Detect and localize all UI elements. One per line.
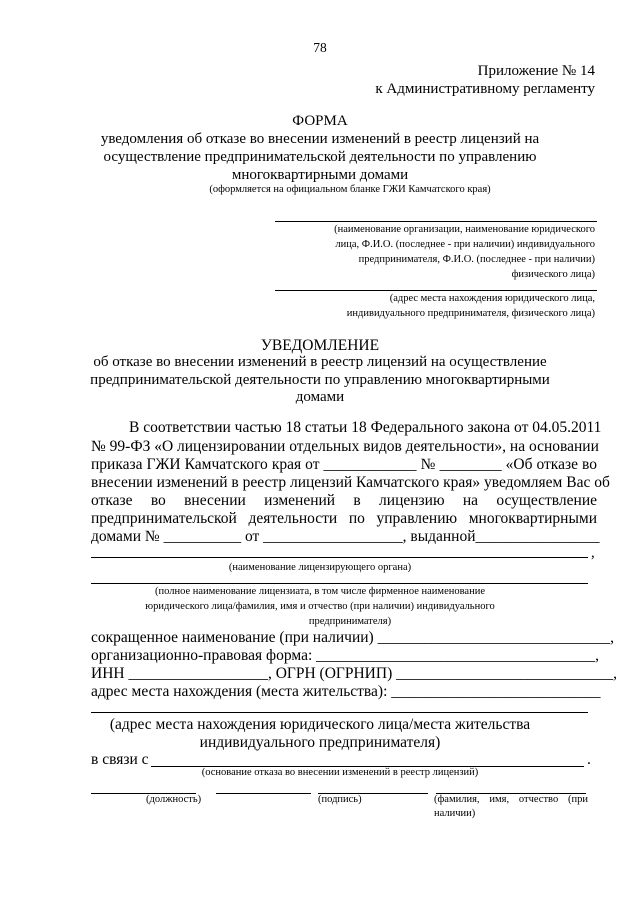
page-number: 78: [313, 40, 327, 55]
body-line: № 99-ФЗ «О лицензировании отдельных видов деятельности», на основании: [91, 438, 599, 455]
appendix-number: Приложение № 14: [477, 63, 595, 79]
licensee-caption-line: предпринимателя): [308, 616, 392, 627]
recipient-caption-line: предпринимателя, Ф.И.О. (последнее - при наличии): [358, 254, 595, 265]
signature-sign-caption: (подпись): [318, 794, 362, 805]
appendix-reference: к Административному регламенту: [375, 81, 595, 97]
address-caption-line: (адрес места нахождения юридического лица/места жительства: [109, 716, 531, 733]
recipient-address-caption: (адрес места нахождения юридического лица,: [389, 293, 595, 304]
recipient-name-line: [275, 221, 597, 222]
signature-position-caption: (должность): [146, 794, 202, 805]
licensee-caption-line: (полное наименование лицензиата, в том числе фирменное наименование: [155, 586, 485, 597]
address-line: [91, 712, 588, 713]
form-subtitle-line: осуществление предпринимательской деятельности по управлению: [103, 149, 537, 165]
recipient-address-line: [275, 290, 597, 291]
signature-fio-caption-line: (фамилия, имя, отчество (при: [434, 794, 588, 805]
line-comma: ,: [591, 545, 595, 561]
notice-subtitle-line: об отказе во внесении изменений в реестр лицензий на осуществление: [93, 354, 547, 370]
address-caption-line: индивидуального предпринимателя): [199, 734, 441, 751]
form-note: (оформляется на официальном бланке ГЖИ Камчатского края): [209, 184, 491, 195]
reason-prefix: в связи с: [91, 751, 149, 768]
recipient-caption-line: (наименование организации, наименование юридического: [334, 224, 595, 235]
inn-ogrn-field: ИНН __________________, ОГРН (ОГРНИП) ____________________________,: [91, 665, 617, 682]
notice-subtitle-line: домами: [295, 389, 345, 405]
form-title: ФОРМА: [292, 113, 348, 129]
notice-title: УВЕДОМЛЕНИЕ: [260, 337, 380, 354]
form-subtitle-line: уведомления об отказе во внесении изменений в реестр лицензий на: [100, 131, 540, 147]
address-field: адрес места нахождения (места жительства): ___________________________: [91, 683, 601, 700]
body-line: домами № __________ от __________________, выданной________________: [91, 528, 600, 545]
body-line: В соответствии частью 18 статьи 18 Федерального закона от 04.05.2011: [129, 419, 602, 436]
recipient-caption-line: лица, Ф.И.О. (последнее - при наличии) индивидуального: [335, 239, 595, 250]
licensing-body-line: [91, 557, 588, 558]
legal-form-field: организационно-правовая форма: ____________________________________,: [91, 647, 600, 664]
notice-subtitle-line: предпринимательской деятельности по управлению многоквартирными: [90, 372, 550, 388]
body-line: предпринимательской деятельности по управлению многоквартирными: [91, 510, 597, 527]
body-line: отказе во внесении изменений в лицензию на осуществление: [91, 492, 597, 509]
licensee-line: [91, 583, 588, 584]
recipient-caption-line: физического лица): [511, 269, 595, 280]
body-line: внесении изменений в реестр лицензий Камчатского края» уведомляем Вас об: [91, 474, 610, 491]
short-name-field: сокращенное наименование (при наличии) ______________________________,: [91, 629, 614, 646]
licensing-body-caption: (наименование лицензирующего органа): [228, 562, 412, 573]
reason-end: .: [587, 751, 591, 768]
reason-caption: (основание отказа во внесении изменений в реестр лицензий): [201, 767, 479, 778]
form-subtitle-line: многоквартирными домами: [231, 167, 409, 183]
signature-line-a: [216, 793, 311, 794]
licensee-caption-line: юридического лица/фамилия, имя и отчество (при наличии) индивидуального: [145, 601, 495, 612]
recipient-address-caption: индивидуального предпринимателя, физического лица): [346, 308, 595, 319]
body-line: приказа ГЖИ Камчатского края от ____________ № ________ «Об отказе во: [91, 456, 597, 473]
signature-fio-caption-line: наличии): [434, 808, 476, 819]
